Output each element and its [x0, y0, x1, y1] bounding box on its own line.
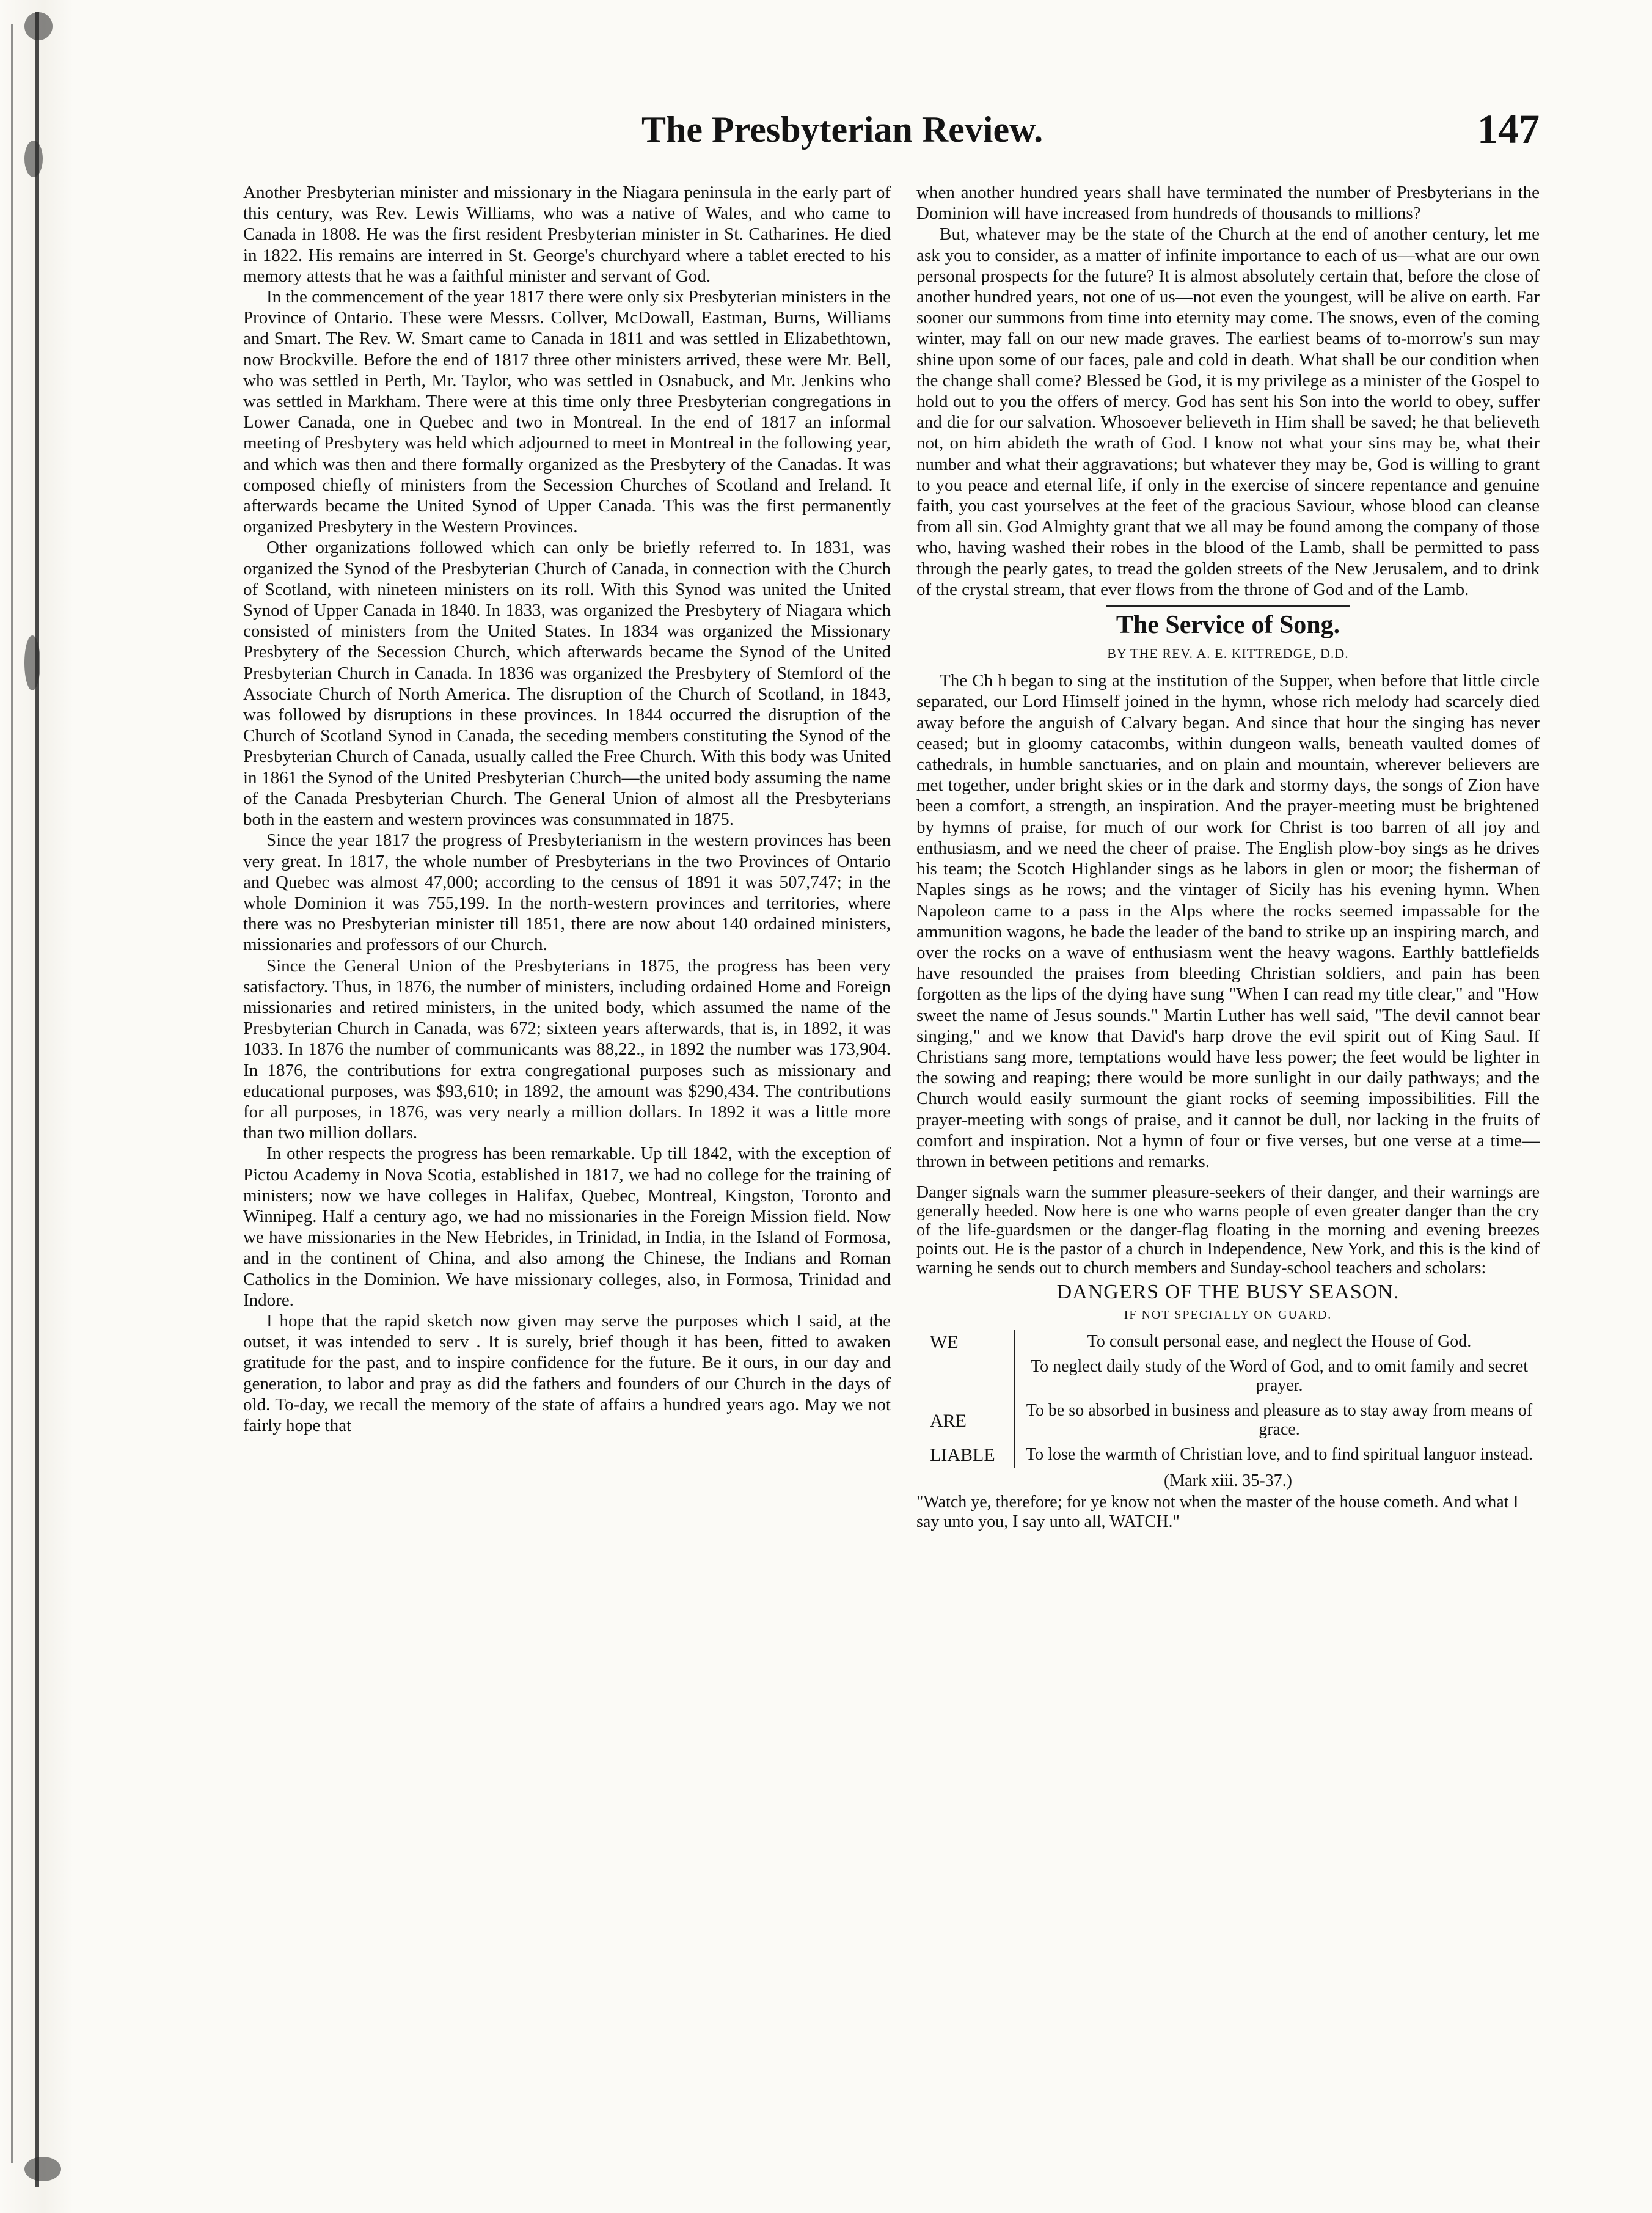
danger-item: To neglect daily study of the Word of God, and to omit family and secret prayer. [1014, 1355, 1540, 1399]
dangers-word: WE [930, 1332, 959, 1353]
paragraph: In other respects the progress has been remarkable. Up till 1842, with the exception of Pictou Academy in Nova Scotia, established in 1817, we had no college for the training of ministers; now we have colleges in Halifax, Quebec, Montreal, Kingston, Toronto and Winnipeg. Half a century ago, we had no missionaries in the Foreign Mission field. Now we have missionaries in the New Hebrides, in Trinidad, in India, in the Island of Formosa, and in the continent of China, and also among the Chinese, the Indians and Roman Catholics in the Dominion. We have missionary colleges, also, in Formosa, Trinidad and Indore. [243, 1144, 891, 1310]
dangers-title: DANGERS OF THE BUSY SEASON. [1056, 1281, 1400, 1304]
dangers-subtitle: IF NOT SPECIALLY ON GUARD. [1124, 1308, 1332, 1322]
article-byline: BY THE REV. A. E. KITTREDGE, D.D. [1107, 646, 1349, 662]
closing-quote: "Watch ye, therefore; for ye know not when the master of the house cometh. And what I say unto you, I say unto all, WATCH." [916, 1493, 1519, 1532]
right-column [916, 182, 1540, 1532]
paragraph: In the commencement of the year 1817 there were only six Presbyterian ministers in the Province of Ontario. These were Messrs. Collver, McDowall, Eastman, Burns, Williams and Smart. The Rev. W. Smart came to Canada in 1811 and was settled in Elizabethtown, now Brockville. Before the end of 1817 three other ministers arrived, these were Mr. Bell, who was settled in Perth, Mr. Taylor, who was settled in Osnabuck, and Mr. Jenkins who was settled in Markham. There were at this time only three Presbyterian congregations in Lower Canada, one in Quebec and two in Montreal. In the end of 1817 an informal meeting of Presbytery was held which adjourned to meet in Montreal in the following year, and which was then and there formally organized as the Presbytery of the Canadas. It was composed chiefly of ministers from the Secession Churches of Scotland and Ireland. It afterwards became the United Synod of Upper Canada. This was the first permanently organized Presbytery in the Western Provinces. [243, 287, 891, 537]
paragraph: I hope that the rapid sketch now given may serve the purposes which I said, at the outset, it was intended to serv . It is surely, brief though it has been, fitted to awaken gratitude for the past, and to inspire confidence for the future. Be it ours, in our day and generation, to labor and pray as did the fathers and founders of our Church in the days of old. To-day, we recall the memory of the state of affairs a hundred years ago. May we not fairly hope that [243, 1311, 891, 1435]
paragraph: But, whatever may be the state of the Church at the end of another century, let me ask you to consider, as a matter of infinite importance to each of us—what are our own personal prospects for the future? It is almost absolutely certain that, before the close of another hundred years, not one of us—not even the youngest, will be alive on earth. Far sooner our summons from time into eternity may come. The snows, even of the coming winter, may fall on our new made graves. The earliest beams of to-morrow's sun may shine upon some of our faces, pale and cold in death. What shall be our condition when the change shall come? Blessed be God, it is my privilege as a minister of the Gospel to hold out to you the offers of mercy. God has sent his Son into the world to obey, suffer and die for our salvation. Whosoever believeth in Him shall be saved; he that believeth not, on him abideth the wrath of God. I know not what your sins may be, what their number and what their aggravations; but whatever they may be, God is willing to grant to you peace and eternal life, if only in the exercise of sincere repentance and genuine faith, you cast yourselves at the feet of the gracious Saviour, whose blood can cleanse from all sin. God Almighty grant that we all may be found among the company of those who, having washed their robes in the blood of the Lamb, shall be permitted to pass through the pearly gates, to tread the golden streets of the New Jerusalem, and to drink of the crystal stream, that ever flows from the throne of God and of the Lamb. [916, 224, 1540, 599]
danger-item: To be so absorbed in business and pleasure as to stay away from means of grace. [1014, 1399, 1540, 1443]
article-title: The Service of Song. [1116, 611, 1340, 640]
paragraph: Since the year 1817 the progress of Presbyterianism in the western provinces has been very great. In 1817, the whole number of Presbyterians in the two Provinces of Ontario and Quebec was almost 47,000; according to the census of 1891 it was 507,747; in the whole Dominion it was 755,199. In the north-western provinces and territories, where there was no Presbyterian minister till 1851, there are now about 140 ordained ministers, missionaries and professors of our Church. [243, 830, 891, 955]
danger-item: To consult personal ease, and neglect the House of God. [1014, 1330, 1540, 1355]
danger-item: To lose the warmth of Christian love, and to find spiritual languor instead. [1014, 1443, 1540, 1468]
page-number: 147 [1477, 106, 1540, 152]
binding-shadow-line [35, 12, 39, 2187]
dangers-intro: Danger signals warn the summer pleasure-seekers of their danger, and their warnings are generally heeded. Now here is one who warns people of even greater danger than the cry of the life-guardsmen or the danger-flag floating in the morning and evening breezes points out. He is the pastor of a church in Independence, New York, and this is the kind of warning he sends out to church members and Sunday-school teachers and scholars: [916, 1183, 1540, 1278]
binding-mark [24, 141, 43, 177]
dangers-word: ARE [930, 1410, 967, 1431]
binding-edge-line [11, 24, 13, 2163]
left-column [243, 182, 891, 1436]
binding-mark [24, 12, 53, 40]
dangers-word: LIABLE [930, 1445, 995, 1466]
section-divider [1106, 605, 1350, 607]
paragraph: The Ch h began to sing at the institution of the Supper, when before that little circle separated, our Lord Himself joined in the hymn, whose rich melody had scarcely died away before the anguish of Calvary began. And since that hour the singing has never ceased; but in gloomy catacombs, within dungeon walls, beneath vaulted domes of cathedrals, in humble sanctuaries, and on plain and mountain, wherever believers are met together, under bright skies or in the dark and stormy days, the songs of Zion have been a comfort, a strength, an inspiration. And the prayer-meeting must be brightened by hymns of praise, for much of our work for Christ is too barren of all joy and enthusiasm, and we need the cheer of praise. The English plow-boy sings as he drives his team; the Scotch Highlander sings as he labors in glen or moor; the fisherman of Naples sings as he rows; and the vintager of Sicily has his evening hymn. When Napoleon came to a pass in the Alps where the rocks seemed impassable for the ammunition wagons, he bade the leader of the band to strike up an inspiring march, and over the rocks on a wave of enthusiasm went the heavy wagons. Earthly battlefields have resounded the praises from bleeding Christian soldiers, and pain has been forgotten as the lips of the dying have sung "When I can read my title clear," and "How sweet the name of Jesus sounds." Martin Luther has well said, "The devil cannot bear singing," and we know that David's harp drove the evil spirit out of King Saul. If Christians sang more, temptations would have less power; the feet would be lighter in the sowing and reaping; there would be more sunlight in our daily pathways; and the Church would easily surmount the giant rocks of seeming impossibilities. Fill the prayer-meeting with songs of praise, and it cannot be dull, nor lacking in the fruits of comfort and inspiration. Not a hymn of four or five verses, but one verse at a time—thrown in between petitions and remarks. [916, 671, 1540, 1171]
journal-title: The Presbyterian Review. [641, 109, 1043, 150]
dangers-list [916, 1330, 1540, 1468]
paragraph: Since the General Union of the Presbyterians in 1875, the progress has been very satisfactory. Thus, in 1876, the number of ministers, including ordained Home and Foreign missionaries and retired ministers, in the united body, which assumed the name of the Presbyterian Church in Canada, was 672; sixteen years afterwards, that is, in 1892, it was 1033. In 1876 the number of communicants was 88,22., in 1892 the number was 173,904. In 1876, the contributions for extra congregational purposes such as missionary and educational purposes, was $93,610; in 1892, the amount was $290,434. The contributions for all purposes, in 1876, was very nearly a million dollars. In 1892 it was a little more than two million dollars. [243, 956, 891, 1143]
page-header [244, 106, 1540, 164]
binding-mark [24, 635, 40, 690]
scripture-reference: (Mark xiii. 35-37.) [1164, 1471, 1292, 1491]
page-binding-edge [0, 0, 73, 2213]
binding-mark [24, 2157, 61, 2181]
paragraph: Other organizations followed which can only be briefly referred to. In 1831, was organized the Synod of the Presbyterian Church of Canada, in connection with the Church of Scotland, with nineteen ministers on its roll. With this Synod was united the United Synod of Upper Canada in 1840. In 1833, was organized the Presbytery of Niagara which consisted of ministers from the United States. In 1834 was organized the Missionary Presbytery of the Secession Church, which afterwards became the Synod of the United Presbyterian Church in Canada. In 1836 was organized the Presbytery of Stemford of the Associate Church of North America. The disruption of the Church of Scotland, in 1843, was followed by disruptions in these provinces. In 1844 occurred the disruption of the Church of Scotland Synod in Canada, the seceding members constituting the Synod of the Presbyterian Church of Canada, usually called the Free Church. With this body was United in 1861 the Synod of the United Presbyterian Church—the united body assuming the name of the Canada Presbyterian Church. The General Union of almost all the Presbyterians both in the eastern and western provinces was consummated in 1875. [243, 538, 891, 830]
paragraph: Another Presbyterian minister and missionary in the Niagara peninsula in the early part of this century, was Rev. Lewis Williams, who was a native of Wales, and who came to Canada in 1808. He was the first resident Presbyterian minister in St. Catharines. He died in 1822. His remains are interred in St. George's churchyard where a tablet erected to his memory attests that he was a faithful minister and servant of God. [243, 183, 891, 286]
dangers-section [916, 1183, 1540, 1532]
paragraph: when another hundred years shall have terminated the number of Presbyterians in the Dominion will have increased from hundreds of thousands to millions? [916, 183, 1540, 224]
